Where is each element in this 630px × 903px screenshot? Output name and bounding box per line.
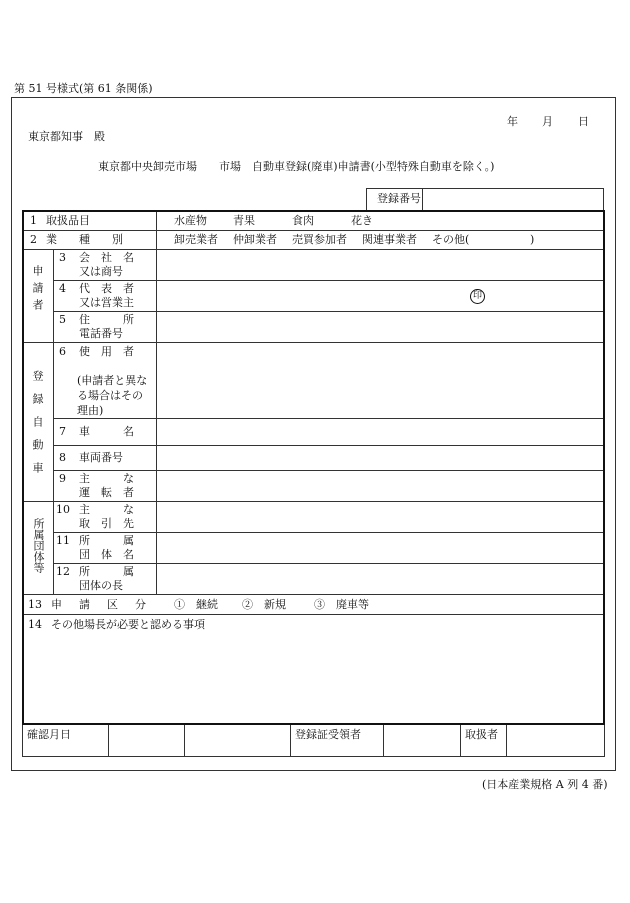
row5-number: 5	[59, 313, 66, 326]
seal-mark: 印	[470, 289, 485, 304]
type-intermediate-wholesaler[interactable]: 仲卸業者	[233, 233, 277, 246]
row11-label-line2: 団 体 名	[79, 548, 134, 561]
applicant-group-label: 申請者	[31, 265, 44, 316]
other-matters-field[interactable]	[26, 634, 601, 722]
representative-field[interactable]	[158, 281, 602, 310]
row8-label: 車両番号	[79, 451, 123, 464]
item-flowers[interactable]: 花き	[351, 214, 373, 227]
cert-receiver-label: 登録証受領者	[295, 728, 361, 741]
row9-number: 9	[59, 472, 66, 485]
row6-note-line1: (申請者と異な	[77, 374, 148, 387]
row2-number: 2	[30, 233, 37, 246]
option-new[interactable]: ② 新規	[242, 598, 286, 611]
org-group-label: 所属団体等	[32, 518, 45, 573]
item-produce[interactable]: 青果	[233, 214, 255, 227]
row4-number: 4	[59, 282, 66, 295]
org-name-field[interactable]	[158, 533, 602, 562]
row9-label-line2: 運 転 者	[79, 486, 134, 499]
registration-number-field[interactable]	[423, 189, 603, 209]
row6-note-line2: る場合はその	[77, 389, 143, 402]
item-seafood[interactable]: 水産物	[174, 214, 207, 227]
option-deregister[interactable]: ③ 廃車等	[314, 598, 369, 611]
handler-field[interactable]	[507, 726, 604, 755]
type-buyer-participant[interactable]: 売買参加者	[292, 233, 347, 246]
row3-number: 3	[59, 251, 66, 264]
paper-size-note: (日本産業規格 A 列 4 番)	[482, 778, 608, 791]
date-month-label: 月	[542, 115, 553, 128]
type-wholesaler[interactable]: 卸売業者	[174, 233, 218, 246]
row7-number: 7	[59, 425, 66, 438]
row12-label-line2: 団体の長	[79, 579, 123, 592]
row14-number: 14	[28, 618, 42, 631]
confirm-date-field[interactable]	[109, 726, 183, 755]
date-year-label: 年	[507, 115, 518, 128]
vehicle-number-field[interactable]	[158, 446, 602, 469]
user-field[interactable]	[158, 343, 602, 417]
row12-label-line1: 所 属	[79, 565, 134, 578]
vehicle-name-field[interactable]	[158, 419, 602, 444]
date-day-label: 日	[578, 115, 589, 128]
row10-number: 10	[56, 503, 70, 516]
row11-number: 11	[56, 534, 70, 547]
row8-number: 8	[59, 451, 66, 464]
type-related-business[interactable]: 関連事業者	[362, 233, 417, 246]
addressee: 東京都知事 殿	[28, 130, 105, 143]
row3-label-line1: 会 社 名	[79, 251, 134, 264]
row4-label-line1: 代 表 者	[79, 282, 134, 295]
item-meat[interactable]: 食肉	[292, 214, 314, 227]
type-other[interactable]: その他(	[432, 233, 470, 246]
row10-label-line1: 主 な	[79, 503, 134, 516]
row7-label: 車 名	[79, 425, 134, 438]
main-driver-field[interactable]	[158, 471, 602, 500]
row2-label: 業 種 別	[46, 233, 123, 246]
row14-label: その他場長が必要と認める事項	[51, 618, 205, 631]
row6-number: 6	[59, 345, 66, 358]
row5-label-line2: 電話番号	[79, 327, 123, 340]
vehicle-group-label: 登録自動車	[31, 370, 44, 485]
row5-label-line1: 住 所	[79, 313, 134, 326]
row1-number: 1	[30, 214, 37, 227]
row9-label-line1: 主 な	[79, 472, 134, 485]
row4-label-line2: 又は営業主	[79, 296, 134, 309]
confirm-date-label: 確認月日	[27, 728, 71, 741]
row6-label: 使 用 者	[79, 345, 134, 358]
type-other-close: )	[530, 233, 535, 246]
row13-number: 13	[28, 598, 42, 611]
option-continue[interactable]: ① 継続	[174, 598, 218, 611]
form-title: 東京都中央卸売市場 市場 自動車登録(廃車)申請書(小型特殊自動車を除く。)	[98, 160, 495, 173]
row11-label-line1: 所 属	[79, 534, 134, 547]
row3-label-line2: 又は商号	[79, 265, 123, 278]
registration-number-label: 登録番号	[377, 192, 421, 205]
row13-label: 申 請 区 分	[51, 598, 149, 611]
cert-receiver-field[interactable]	[384, 726, 459, 755]
company-name-field[interactable]	[158, 250, 602, 279]
row6-note-line3: 理由)	[77, 404, 104, 417]
handler-label: 取扱者	[465, 728, 498, 741]
org-head-field[interactable]	[158, 564, 602, 593]
application-form	[22, 210, 605, 725]
address-phone-field[interactable]	[158, 312, 602, 341]
main-client-field[interactable]	[158, 502, 602, 531]
row12-number: 12	[56, 565, 70, 578]
row10-label-line2: 取 引 先	[79, 517, 134, 530]
form-id: 第 51 号様式(第 61 条関係)	[14, 82, 153, 95]
row1-label: 取扱品目	[46, 214, 90, 227]
